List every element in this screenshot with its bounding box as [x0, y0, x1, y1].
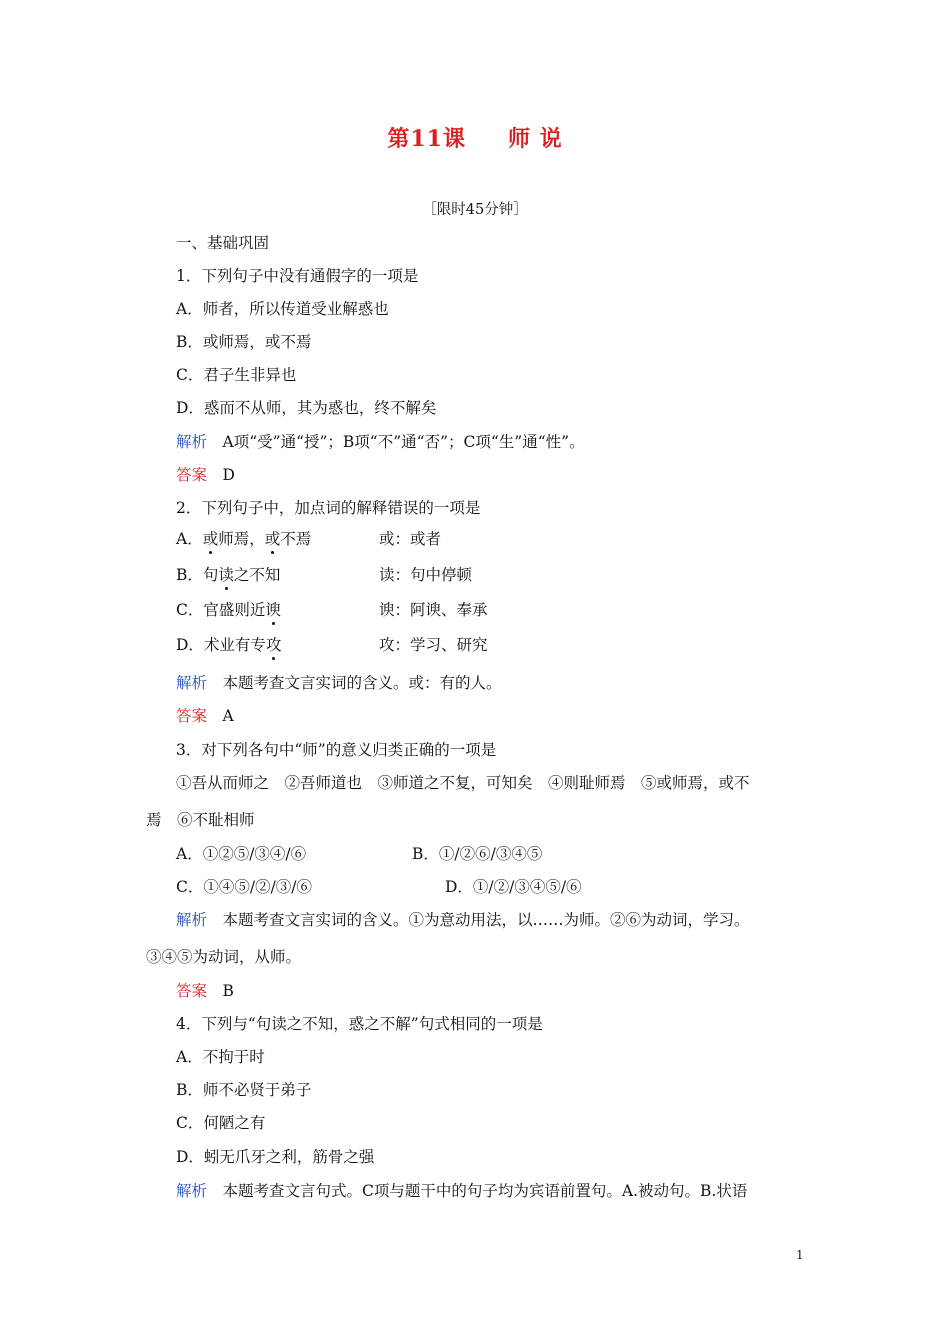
q2-option-b [176, 565, 280, 585]
q4-option-d: D．蚓无爪牙之利，筋骨之强 [176, 1148, 375, 1166]
analysis-text: A项“受”通“授”；B项“不”通“否”；C项“生”通“性”。 [222, 433, 585, 451]
section-heading: 一、基础巩固 [176, 234, 270, 252]
q2-answer [176, 706, 234, 726]
option-text: B．句 [176, 566, 219, 584]
answer-value: B [222, 982, 234, 1000]
q1-option-d: D．惑而不从师，其为惑也，终不解矣 [176, 399, 437, 417]
q2-option-a [176, 529, 311, 549]
q3-option-c: C．①④⑤/②/③/⑥ [176, 878, 313, 896]
q2-gloss-d: 攻：学习、研究 [379, 636, 488, 654]
dotted-word: 谀 [265, 601, 281, 619]
q3-analysis-cont: ③④⑤为动词，从师。 [146, 948, 302, 966]
q3-option-d: D．①/②/③④⑤/⑥ [445, 878, 582, 896]
option-text: A． [176, 530, 203, 548]
analysis-label: 解析 [176, 433, 208, 451]
q4-analysis [176, 1181, 747, 1201]
dotted-word: 攻 [265, 636, 282, 654]
analysis-label: 解析 [176, 911, 208, 929]
analysis-label: 解析 [176, 1182, 208, 1200]
dotted-word: 读 [218, 566, 234, 584]
dotted-word: 或 [202, 530, 219, 548]
lesson-number: 第11课 [387, 126, 466, 152]
option-text: D．术业有专 [176, 636, 266, 654]
q2-option-d [176, 635, 281, 655]
option-text: C．官盛则近 [176, 601, 266, 619]
q2-gloss-c: 谀：阿谀、奉承 [379, 601, 488, 619]
q1-stem: 1．下列句子中没有通假字的一项是 [176, 267, 419, 285]
option-text: 师焉， [218, 530, 265, 548]
q2-option-c [176, 600, 281, 620]
q2-analysis [176, 673, 502, 693]
dotted-word: 或 [264, 530, 281, 548]
q3-option-a: A．①②⑤/③④/⑥ [176, 845, 307, 863]
q1-answer [176, 465, 235, 485]
analysis-text: 本题考查文言实词的含义。①为意动用法，以……为师。②⑥为动词，学习。 [222, 911, 750, 929]
analysis-label: 解析 [176, 674, 208, 692]
option-text: 之不知 [233, 566, 281, 584]
q1-option-c: C．君子生非异也 [176, 366, 297, 384]
analysis-text: 本题考查文言实词的含义。或：有的人。 [222, 674, 502, 692]
q2-stem: 2．下列句子中，加点词的解释错误的一项是 [176, 499, 481, 517]
q3-stem: 3．对下列各句中“师”的意义归类正确的一项是 [176, 741, 497, 759]
q1-option-b: B．或师焉，或不焉 [176, 333, 312, 351]
time-limit: ［限时45分钟］ [422, 202, 528, 218]
q4-option-c: C．何陋之有 [176, 1114, 266, 1132]
q3-option-b: B．①/②⑥/③④⑤ [412, 845, 543, 863]
page-number: 1 [796, 1248, 804, 1262]
lesson-name: 师 说 [507, 126, 563, 152]
q3-items-line2: 焉 ⑥不耻相师 [146, 811, 255, 829]
q1-analysis [176, 432, 585, 452]
answer-label: 答案 [176, 707, 208, 725]
answer-label: 答案 [176, 466, 208, 484]
analysis-text: 本题考查文言句式。C项与题干中的句子均为宾语前置句。A.被动句。B.状语 [222, 1182, 748, 1200]
q4-stem: 4．下列与“句读之不知，惑之不解”句式相同的一项是 [176, 1015, 543, 1033]
q4-option-b: B．师不必贤于弟子 [176, 1081, 312, 1099]
q3-items-line1: ①吾从而师之 ②吾师道也 ③师道之不复，可知矣 ④则耻师焉 ⑤或师焉，或不 [176, 774, 750, 792]
page-title [0, 122, 950, 153]
q3-analysis [176, 910, 750, 930]
answer-label: 答案 [176, 982, 208, 1000]
answer-value: A [222, 707, 234, 725]
q2-gloss-b: 读：句中停顿 [379, 566, 473, 584]
q1-option-a: A．师者，所以传道受业解惑也 [176, 300, 389, 318]
option-text: 不焉 [280, 530, 312, 548]
q2-gloss-a: 或：或者 [379, 530, 442, 548]
q4-option-a: A．不拘于时 [176, 1048, 265, 1066]
q3-answer [176, 981, 234, 1001]
answer-value: D [222, 466, 235, 484]
